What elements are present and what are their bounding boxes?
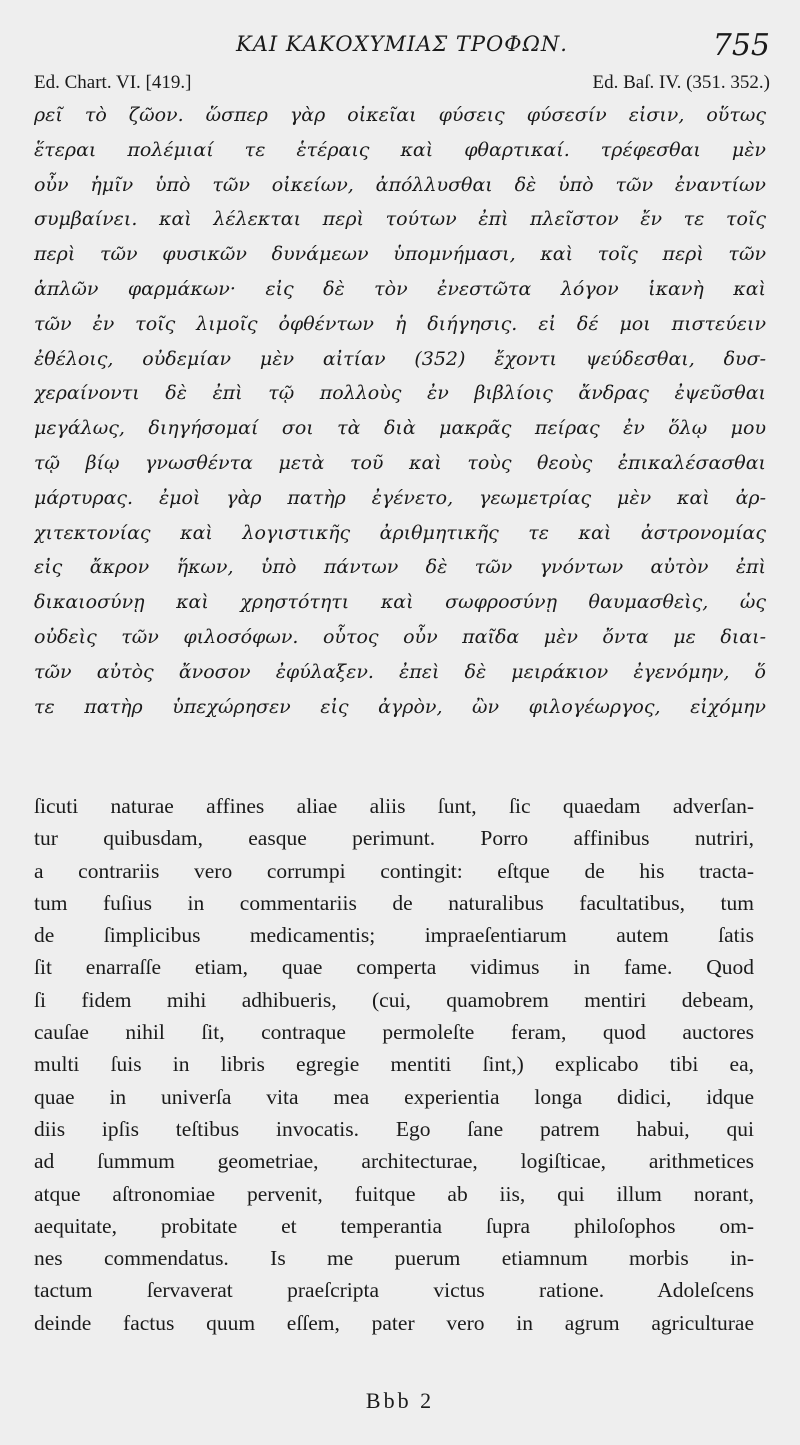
greek-text-line: χιτεκτονίας καὶ λογιστικῆς ἀριθμητικῆς τε καὶ ἀστρονομίας — [34, 521, 766, 544]
latin-text-line: ſi fidem mihi adhibueris, (cui, quamobrem mentiri debeam, — [34, 987, 754, 1012]
greek-text-line: τῷ βίῳ γνωσθέντα μετὰ τοῦ καὶ τοὺς θεοὺς ἐπικαλέσασθαι — [34, 451, 766, 474]
greek-text-line: μεγάλως, διηγήσομαί σοι τὰ διὰ μακρᾶς πείρας ἐν ὅλῳ μου — [34, 417, 766, 440]
greek-text-line: τῶν αὐτὸς ἄνοσον ἐφύλαξεν. ἐπεὶ δὲ μειράκιον ἐγενόμην, ὅ — [34, 660, 766, 683]
latin-text-line: aequitate, probitate et temperantia ſupra philoſophos om- — [34, 1213, 754, 1238]
greek-text-line: οὖν ἡμῖν ὑπὸ τῶν οἰκείων, ἀπόλλυσθαι δὲ ὑπὸ τῶν ἐναντίων — [34, 173, 766, 196]
page-number: 755 — [712, 28, 770, 63]
latin-text-line: a contrariis vero corrumpi contingit: eſtque de his tracta- — [34, 858, 754, 883]
latin-text-line: nes commendatus. Is me puerum etiamnum morbis in- — [34, 1246, 754, 1271]
greek-text-line: εἰς ἄκρον ἥκων, ὑπὸ πάντων δὲ τῶν γνόντων αὐτὸν ἐπὶ — [34, 556, 766, 579]
latin-text-line: tactum ſervaverat praeſcripta victus ratione. Adoleſcens — [34, 1278, 754, 1303]
greek-text-line: δικαιοσύνῃ καὶ χρηστότητι καὶ σωφροσύνῃ θαυμασθεὶς, ὡς — [34, 591, 766, 614]
latin-text-line: tur quibusdam, easque perimunt. Porro affinibus nutriri, — [34, 826, 754, 851]
running-title: ΚΑΙ ΚΑΚΟΧΥΜΙΑΣ ΤΡΟΦΩΝ. — [236, 32, 568, 56]
greek-text-line: μάρτυρας. ἐμοὶ γὰρ πατὴρ ἐγένετο, γεωμετρίας μὲν καὶ ἀρ- — [34, 486, 766, 509]
latin-text-line: ad ſummum geometriae, architecturae, logiſticae, arithmetices — [34, 1149, 754, 1174]
greek-text-line: οὐδεὶς τῶν φιλοσόφων. οὗτος οὖν παῖδα μὲν ὄντα με διαι- — [34, 625, 766, 648]
greek-text-line: τε πατὴρ ὑπεχώρησεν εἰς ἀγρὸν, ὢν φιλογέωργος, εἰχόμην — [34, 695, 766, 718]
latin-text-line: atque aſtronomiae pervenit, fuitque ab iis, qui illum norant, — [34, 1181, 754, 1206]
latin-text-line: de ſimplicibus medicamentis; impraeſentiarum autem ſatis — [34, 923, 754, 948]
edition-basel-ref: Ed. Baſ. IV. (351. 352.) — [592, 72, 770, 93]
page-header — [34, 28, 770, 68]
edition-reference-line — [34, 72, 770, 100]
latin-text-line: cauſae nihil ſit, contraque permoleſte feram, quod auctores — [34, 1020, 754, 1045]
latin-text-line: tum fuſius in commentariis de naturalibus facultatibus, tum — [34, 890, 754, 915]
greek-text-line: ρεῖ τὸ ζῶον. ὥσπερ γὰρ οἰκεῖαι φύσεις φύσεσίν εἰσιν, οὕτως — [34, 104, 766, 126]
latin-text-block — [34, 790, 754, 1339]
latin-text-line: deinde factus quum eſſem, pater vero in agrum agriculturae — [34, 1310, 754, 1335]
greek-text-line: ἁπλῶν φαρμάκων· εἰς δὲ τὸν ἐνεστῶτα λόγον ἱκανὴ καὶ — [34, 277, 766, 300]
edition-chartier-ref: Ed. Chart. VI. [419.] — [34, 72, 192, 93]
latin-text-line: ſicuti naturae affines aliae aliis ſunt, ſic quaedam adverſan- — [34, 794, 754, 818]
greek-text-line: περὶ τῶν φυσικῶν δυνάμεων ὑπομνήμασι, καὶ τοῖς περὶ τῶν — [34, 243, 766, 266]
greek-text-block — [34, 98, 766, 724]
greek-text-line: ἕτεραι πολέμιαί τε ἑτέραις καὶ φθαρτικαί. τρέφεσθαι μὲν — [34, 138, 766, 161]
latin-text-line: quae in univerſa vita mea experientia longa didici, idque — [34, 1084, 754, 1109]
latin-text-line: diis ipſis teſtibus invocatis. Ego ſane patrem habui, qui — [34, 1116, 754, 1141]
latin-text-line: multi ſuis in libris egregie mentiti ſint,) explicabo tibi ea, — [34, 1052, 754, 1077]
greek-text-line: χεραίνοντι δὲ ἐπὶ τῷ πολλοὺς ἐν βιβλίοις ἄνδρας ἐψεῦσθαι — [34, 382, 766, 405]
greek-text-line: ἐθέλοις, οὐδεμίαν μὲν αἰτίαν (352) ἔχοντι ψεύδεσθαι, δυσ- — [34, 347, 766, 370]
signature-mark: Bbb 2 — [365, 1388, 435, 1413]
greek-text-line: συμβαίνει. καὶ λέλεκται περὶ τούτων ἐπὶ πλεῖστον ἔν τε τοῖς — [34, 208, 766, 231]
latin-text-line: ſit enarraſſe etiam, quae comperta vidimus in fame. Quod — [34, 955, 754, 980]
greek-text-line: τῶν ἐν τοῖς λιμοῖς ὀφθέντων ἡ διήγησις. εἰ δέ μοι πιστεύειν — [34, 312, 766, 335]
